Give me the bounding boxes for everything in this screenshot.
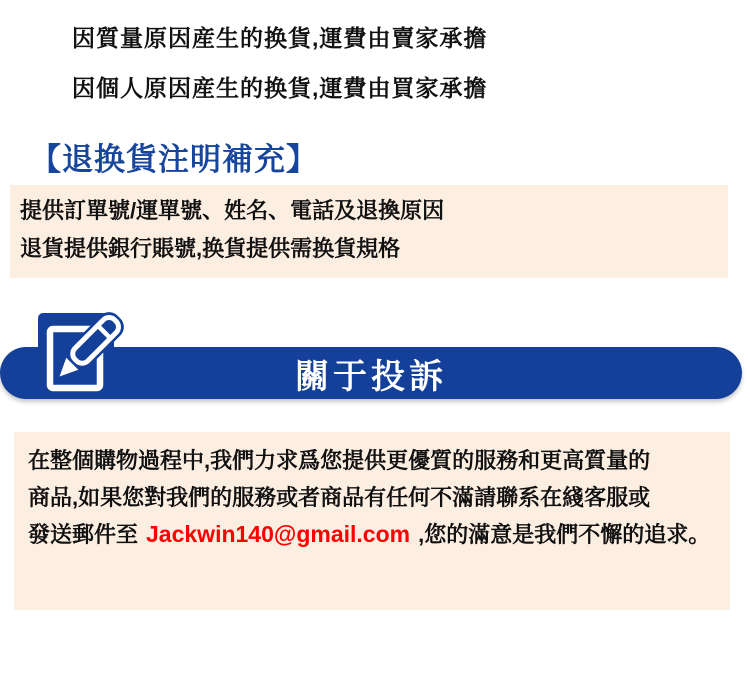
complaint-panel xyxy=(14,432,730,610)
complaint-banner-title: 關于投訴 xyxy=(295,357,447,396)
complaint-line-3-suffix: ,您的滿意是我們不懈的追求。 xyxy=(418,522,711,547)
complaint-line-3 xyxy=(28,516,716,553)
exchange-policy-quality-line: 因質量原因産生的换貨,運費由賣家承擔 xyxy=(72,25,488,51)
return-notes-line-1: 提供訂單號/運單號、姓名、電話及退換原因 xyxy=(20,198,445,223)
pencil-note-icon xyxy=(28,302,128,402)
exchange-policy-personal-line: 因個人原因産生的换貨,運費由買家承擔 xyxy=(72,75,488,101)
complaint-line-3-prefix: 發送郵件至 xyxy=(28,522,139,547)
complaint-email-address: Jackwin140@gmail.com xyxy=(146,521,411,547)
complaint-line-2: 商品,如果您對我們的服務或者商品有任何不滿請聯系在綫客服或 xyxy=(28,485,651,510)
return-notes-panel xyxy=(10,185,728,278)
return-notes-heading: 【退换貨注明補充】 xyxy=(30,142,318,177)
complaint-line-1: 在整個購物過程中,我們力求爲您提供更優質的服務和更高質量的 xyxy=(28,448,651,473)
return-notes-line-2: 退貨提供銀行賬號,换貨提供需换貨規格 xyxy=(20,236,401,261)
